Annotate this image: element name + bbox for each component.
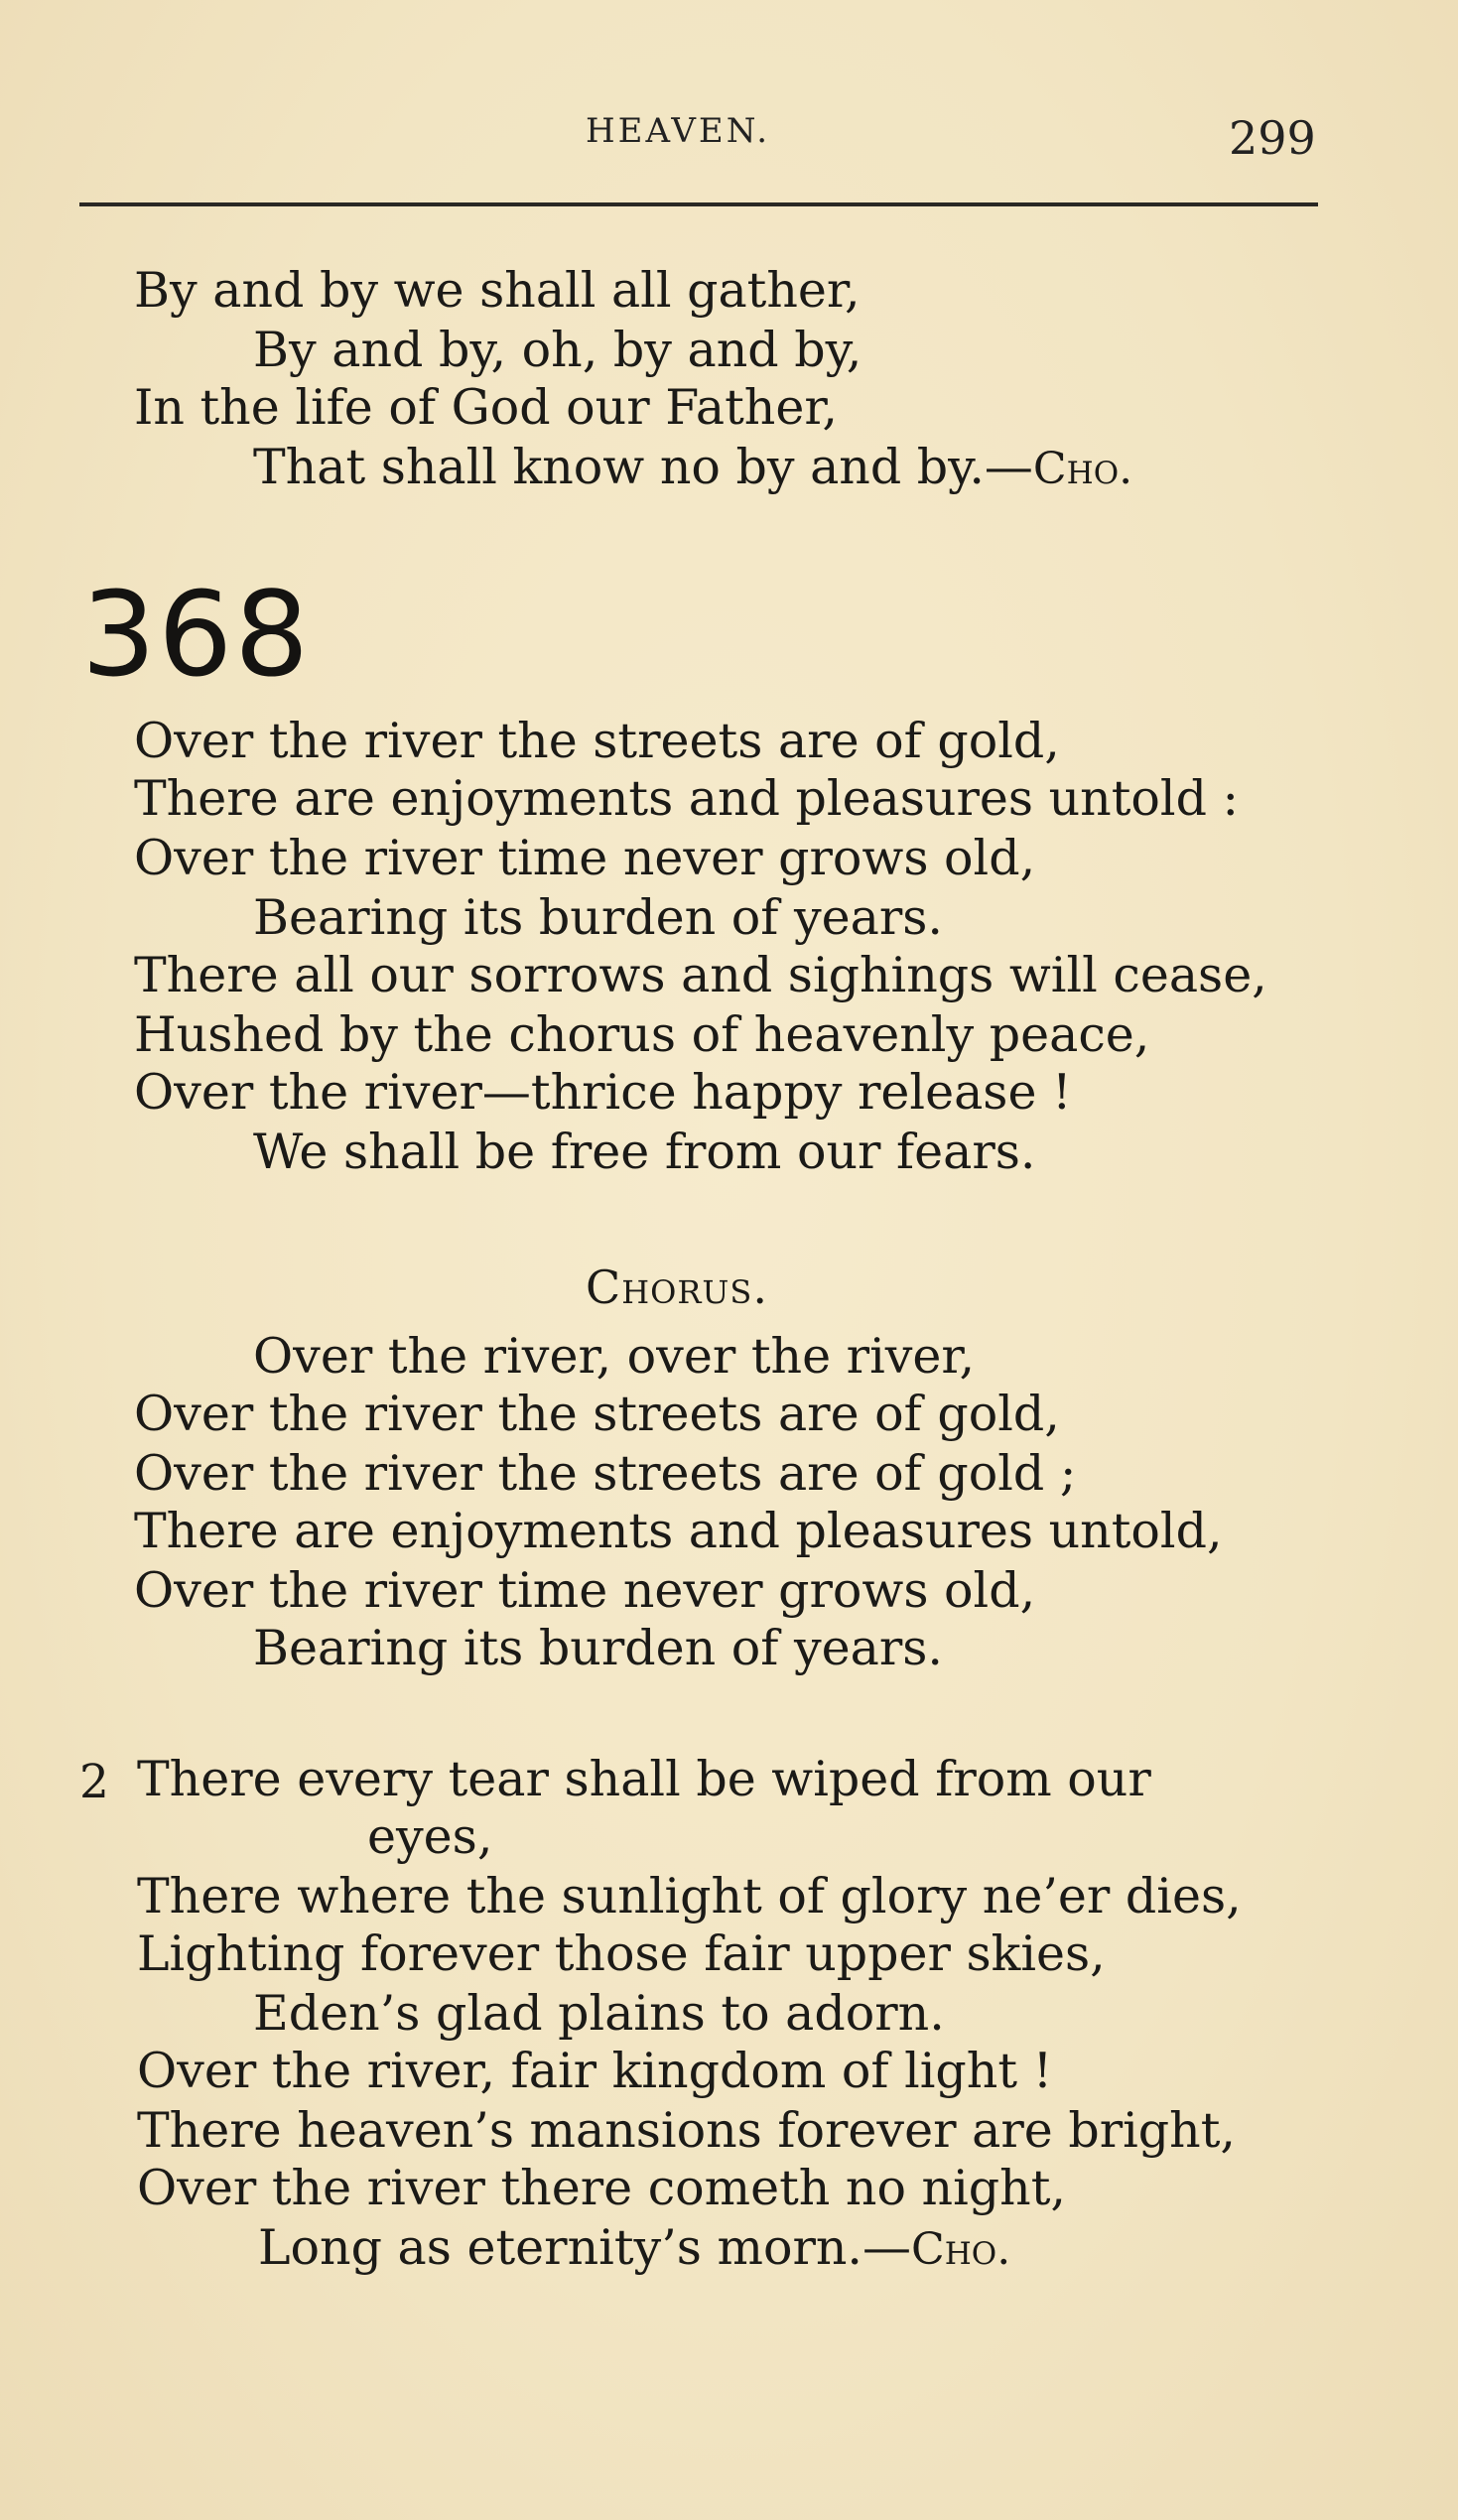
continuation-line: In the life of God our Father, xyxy=(134,379,838,436)
verse2-line: Eden’s glad plains to adorn. xyxy=(253,1985,945,2042)
header-rule xyxy=(79,202,1318,206)
running-head: HEAVEN. xyxy=(586,111,771,151)
verse2-line: There where the sunlight of glory ne’er dies, xyxy=(137,1868,1242,1924)
verse1-line: Over the river the streets are of gold, xyxy=(134,713,1060,769)
chorus-line: Over the river, over the river, xyxy=(253,1328,976,1385)
verse1-line: Over the river time never grows old, xyxy=(134,830,1036,886)
chorus-line: Over the river the streets are of gold ; xyxy=(134,1445,1077,1502)
chorus-ref: Cho. xyxy=(1032,444,1133,494)
continuation-last-line xyxy=(253,439,1133,495)
verse1-line: Bearing its burden of years. xyxy=(253,889,943,946)
chorus-line: Over the river time never grows old, xyxy=(134,1562,1036,1619)
continuation-last-text: That shall know no by and by.— xyxy=(253,439,1033,495)
verse2-line: There heaven’s mansions forever are bright, xyxy=(137,2102,1236,2159)
verse1-line: There are enjoyments and pleasures untold : xyxy=(134,770,1240,827)
verse1-line: There all our sorrows and sighings will cease, xyxy=(134,947,1267,1003)
verse1-line: Over the river—thrice happy release ! xyxy=(134,1064,1072,1121)
chorus-line: There are enjoyments and pleasures untold, xyxy=(134,1503,1223,1559)
chorus-line: Over the river the streets are of gold, xyxy=(134,1386,1060,1442)
page-number: 299 xyxy=(1229,111,1316,165)
verse2-last-text: Long as eternity’s morn.— xyxy=(258,2219,912,2276)
verse-number: 2 xyxy=(79,1755,109,1809)
continuation-line: By and by we shall all gather, xyxy=(134,262,861,319)
verse1-line: We shall be free from our fears. xyxy=(253,1124,1036,1180)
chorus-line: Bearing its burden of years. xyxy=(253,1620,943,1676)
chorus-ref: Cho. xyxy=(911,2224,1011,2275)
verse2-line: eyes, xyxy=(367,1808,493,1865)
verse2-line: Over the river there cometh no night, xyxy=(137,2160,1066,2216)
continuation-line: By and by, oh, by and by, xyxy=(253,322,862,378)
chorus-heading: Chorus. xyxy=(586,1260,768,1314)
verse2-line: There every tear shall be wiped from our xyxy=(137,1751,1151,1807)
verse1-line: Hushed by the chorus of heavenly peace, xyxy=(134,1006,1150,1063)
verse2-line: Over the river, fair kingdom of light ! xyxy=(137,2043,1053,2099)
hymn-number: 368 xyxy=(81,566,312,703)
verse2-line: Lighting forever those fair upper skies, xyxy=(137,1925,1106,1982)
verse2-last-line xyxy=(258,2219,1011,2276)
